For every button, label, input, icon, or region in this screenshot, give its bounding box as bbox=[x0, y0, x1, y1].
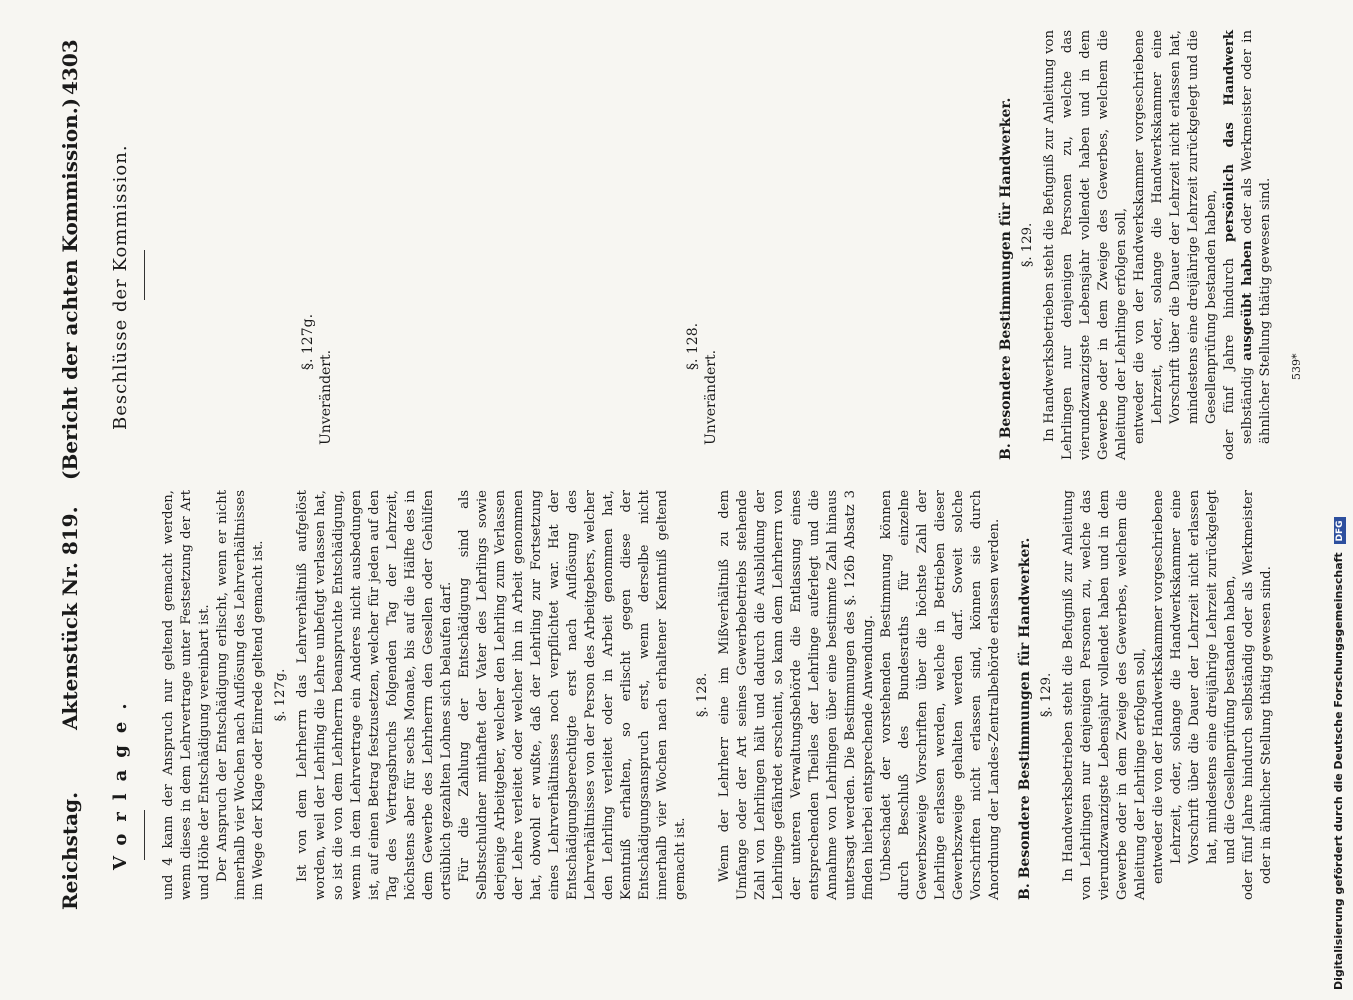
right-paragraph: entweder die von der Handwerkskammer vorgeschriebene Lehrzeit, oder, solange die Handwerkskammer eine Vorschrift über die Dauer der Lehrzeit nicht erlassen hat, mindestens eine dreijährige Lehrzeit zurückgelegt und die Gesellenprüfung bestanden haben, bbox=[1132, 30, 1219, 444]
digitization-note bbox=[1332, 517, 1346, 990]
amended-text: ausgeübt haben bbox=[1240, 240, 1255, 361]
text-span: oder als Werkmeister oder in ähnlicher Stellung thätig gewesen sind. bbox=[1240, 30, 1273, 444]
right-title-rule bbox=[144, 250, 145, 300]
header-document-number: Aktenstück Nr. 819. bbox=[58, 506, 82, 730]
left-column bbox=[160, 490, 1276, 900]
digitization-text: Digitalisierung gefördert durch die Deutsche Forschungsgemeinschaft bbox=[1332, 552, 1345, 990]
right-column-title: Beschlüsse der Kommission. bbox=[110, 144, 131, 430]
header-report: (Bericht der achten Kommission.) bbox=[58, 97, 82, 480]
amended-text: persönlich das Handwerk bbox=[1222, 30, 1237, 242]
left-title-rule bbox=[144, 810, 145, 860]
right-section-128: §. 128. bbox=[685, 322, 701, 370]
left-paragraph: Unbeschadet der vorstehenden Bestimmung können durch Beschluß des Bundesraths für einzelne Gewerbszweige Vorschriften über die höchste Zahl der Lehrlinge erlassen werden, welche in Betrieben dieser Gewerbszweige gehalten werden darf. Soweit solche Vorschriften nicht erlassen sind, können sie durch Anordnung der Landes-Zentralbehörde erlassen werden. bbox=[879, 490, 1002, 900]
heading-b-handwerker: B. Besondere Bestimmungen für Handwerker. bbox=[1017, 537, 1033, 900]
text-span: oder fünf Jahre hindurch bbox=[1222, 258, 1237, 460]
dfg-logo: DFG bbox=[1334, 517, 1346, 544]
left-paragraph: entweder die von der Handwerkskammer vorgeschriebene Lehrzeit, oder, solange die Handwerkskammer eine Vorschrift über die Dauer der Lehrzeit nicht erlassen hat, mindestens eine dreijährige Lehrzeit zurückgelegt und die Gesellenprüfung bestanden haben, bbox=[1151, 490, 1238, 884]
section-128: §. 128. bbox=[695, 672, 710, 718]
section-127g: §. 127g. bbox=[273, 668, 288, 722]
left-paragraph: und 4 kann der Anspruch nur geltend gemacht werden, wenn dieses in dem Lehrvertrage unter Festsetzung der Art und Höhe der Entschädigung vereinbart ist. bbox=[161, 490, 212, 900]
header-reichstag: Reichstag. bbox=[58, 791, 82, 910]
right-paragraph-amended bbox=[1221, 30, 1275, 460]
right-section-127g: §. 127g. bbox=[300, 313, 316, 370]
right-heading-b-handwerker: B. Besondere Bestimmungen für Handwerker. bbox=[998, 97, 1014, 460]
left-paragraph: oder fünf Jahre hindurch selbständig oder als Werkmeister oder in ähnlicher Stellung thätig gewesen sind. bbox=[1241, 490, 1274, 900]
left-paragraph: Wenn der Lehrherr eine im Mißverhältniß zu dem Umfange oder der Art seines Gewerbebetriebs stehende Zahl von Lehrlingen hält und dadurch die Ausbildung der Lehrlinge gefährdet erscheint, so kann dem Lehrherrn von der unteren Verwaltungsbehörde die Entlassung eines entsprechenden Theiles der Lehrlinge auferlegt und die Annahme von Lehrlingen über eine bestimmte Zahl hinaus untersagt werden. Die Bestimmungen des §. 126b Absatz 3 finden hierbei entsprechende Anwendung. bbox=[717, 490, 876, 900]
header-page-number: 4303 bbox=[58, 39, 82, 95]
right-column-body bbox=[985, 30, 1275, 460]
section-129: §. 129. bbox=[1039, 672, 1054, 718]
signature-mark: 539* bbox=[1290, 353, 1303, 380]
right-paragraph: In Handwerksbetrieben steht die Befugniß zur Anleitung von Lehrlingen nur denjenigen Personen zu, welche das vierundzwanzigste Lebensjahr vollendet haben und in dem Gewerbe oder in dem Zweige des Gewerbes, welchem die Anleitung der Lehrlinge erfolgen soll, bbox=[1042, 30, 1129, 460]
left-paragraph: Ist von dem Lehrherrn das Lehrverhältniß aufgelöst worden, weil der Lehrling die Lehre unbefugt verlassen hat, so ist die von dem Lehrherrn beanspruchte Entschädigung, wenn in dem Lehrvertrage ein Anderes nicht ausbedungen ist, auf einen Betrag festzusetzen, welcher für jeden auf den Tag des Vertragsbruchs folgenden Tag der Lehrzeit, höchstens aber für sechs Monate, bis auf die Hälfte des in dem Gewerbe des Lehrherrn den Gesellen oder Gehülfen ortsüblich gezahlten Lohnes sich belaufen darf. bbox=[295, 490, 454, 900]
right-unchanged-128: Unverändert. bbox=[703, 349, 719, 445]
right-section-129: §. 129. bbox=[1020, 222, 1035, 268]
left-paragraph: In Handwerksbetrieben steht die Befugniß zur Anleitung von Lehrlingen nur denjenigen Personen zu, welche das vierundzwanzigste Lebensjahr vollendet haben und in dem Gewerbe oder in dem Zweige des Gewerbes, welchem die Anleitung der Lehrlinge erfolgen soll, bbox=[1061, 490, 1148, 900]
right-unchanged-127g: Unverändert. bbox=[318, 349, 334, 445]
left-paragraph: Für die Zahlung der Entschädigung sind als Selbstschuldner mithaftet der Vater des Lehrlings sowie derjenige Arbeitgeber, welcher den Lehrling zum Verlassen der Lehre verleitet oder welcher ihn in Arbeit genommen hat, obwohl er wußte, daß der Lehrling zur Fortsetzung eines Lehrverhältnisses noch verpflichtet war. Hat der Entschädigungsberechtigte erst nach Auflösung des Lehrverhältnisses von der Person des Arbeitgebers, welcher den Lehrling verleitet oder in Arbeit genommen hat, Kenntniß erhalten, so erlischt gegen diese der Entschädigungsanspruch erst, wenn derselbe nicht innerhalb vier Wochen nach erhaltener Kenntniß geltend gemacht ist. bbox=[457, 490, 688, 900]
left-column-title: Vorlage. bbox=[110, 691, 131, 870]
text-span: selbständig bbox=[1240, 367, 1255, 444]
left-paragraph: Der Anspruch der Entschädigung erlischt, wenn er nicht innerhalb vier Wochen nach Auflösung des Lehrverhältnisses im Wege der Klage oder Einrede geltend gemacht ist. bbox=[215, 490, 266, 900]
